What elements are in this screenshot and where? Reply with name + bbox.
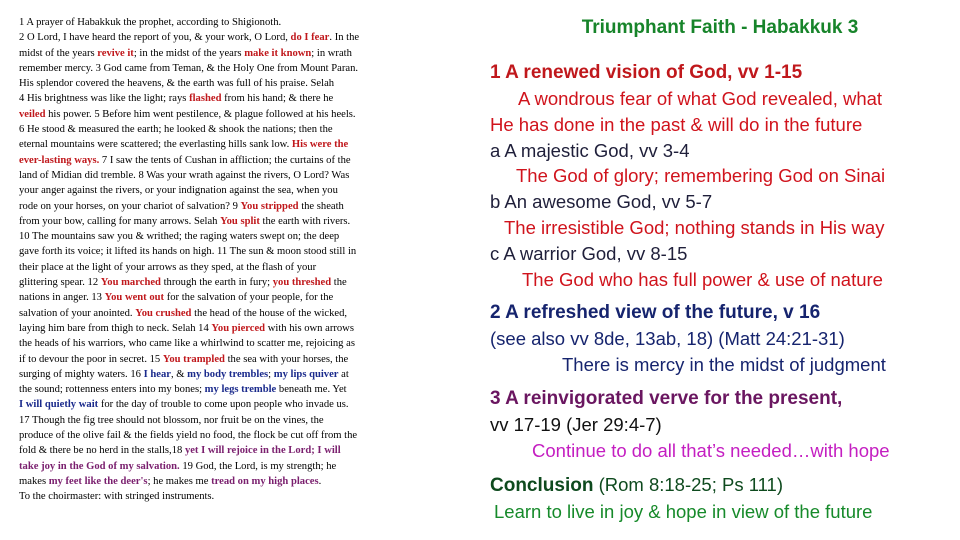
- scripture-segment: eternal mountains were scattered; the everlasting hills sank low.: [19, 139, 292, 151]
- scripture-segment: at: [338, 368, 349, 380]
- scripture-line: [19, 30, 471, 45]
- scripture-segment: if to devour the poor in secret. 15: [19, 353, 163, 365]
- scripture-segment: the: [331, 277, 347, 289]
- scripture-segment: 19 God, the Lord, is my strength; he: [179, 460, 337, 472]
- scripture-segment: the heads of his warriors, who came like a whirlwind to scatter me, rejoicing as: [19, 338, 355, 350]
- highlighted-phrase: flashed: [189, 93, 222, 105]
- scripture-line: [19, 306, 471, 321]
- scripture-segment: fold & there be no herd in the stalls,18: [19, 445, 185, 457]
- section-1-description-line-1: A wondrous fear of what God revealed, what: [518, 88, 883, 109]
- highlighted-phrase: do I fear: [290, 32, 330, 44]
- scripture-text: [19, 15, 471, 505]
- scripture-segment: rode on your horses, on your chariot of salvation? 9: [19, 200, 241, 212]
- highlighted-phrase: His were the: [291, 139, 349, 151]
- scripture-segment: ; in wrath: [311, 47, 352, 59]
- highlighted-phrase: You went out: [104, 292, 165, 304]
- section-1-description-line-2: He has done in the past & will do in the future: [490, 113, 863, 135]
- scripture-segment: ; in the midst of the years: [133, 47, 245, 59]
- section-2-description: There is mercy in the midst of judgment: [562, 354, 886, 376]
- conclusion-description: Learn to live in joy & hope in view of the future: [494, 500, 873, 522]
- scripture-segment: from his hand; & there he: [221, 93, 334, 105]
- scripture-segment: .: [318, 475, 322, 487]
- scripture-segment: the earth with rivers.: [259, 215, 351, 227]
- scripture-line: [19, 321, 471, 336]
- point-c-description: The God who has full power & use of nature: [522, 268, 883, 290]
- conclusion-heading: Conclusion: [490, 474, 594, 496]
- scripture-line: [19, 61, 471, 76]
- scripture-line: [19, 275, 471, 290]
- scripture-line: [19, 260, 471, 275]
- scripture-segment: your anger against the rivers, or your indignation against the sea, when you: [19, 185, 338, 197]
- scripture-line: [19, 15, 471, 30]
- scripture-line: [19, 76, 471, 91]
- scripture-line: [19, 413, 471, 428]
- scripture-line: [19, 183, 471, 198]
- scripture-segment: with his own arrows: [265, 322, 354, 334]
- conclusion-references: (Rom 8:18-25; Ps 111): [593, 473, 783, 495]
- scripture-segment: beneath me. Yet: [276, 384, 347, 396]
- scripture-line: [19, 137, 471, 152]
- scripture-line: [19, 199, 471, 214]
- scripture-segment: the sea with your horses, the: [224, 353, 349, 365]
- point-c-label: c A warrior God, vv 8-15: [490, 242, 688, 264]
- scripture-segment: midst of the years: [19, 47, 98, 59]
- scripture-segment: his power. 5 Before him went pestilence, & plague followed at his heels.: [45, 108, 356, 120]
- highlighted-phrase: my legs tremble: [204, 384, 277, 396]
- scripture-line: [19, 107, 471, 122]
- section-3-references: vv 17-19 (Jer 29:4-7): [490, 413, 662, 435]
- section-2-heading: 2 A refreshed view of the future, v 16: [490, 302, 821, 324]
- highlighted-phrase: yet I will rejoice in the Lord; I will: [184, 445, 341, 457]
- scripture-line: [19, 214, 471, 229]
- scripture-segment: 7 I saw the tents of Cushan in affliction; the curtains of the: [99, 154, 351, 166]
- scripture-segment: the head of the house of the wicked,: [191, 307, 348, 319]
- scripture-segment: , &: [170, 368, 188, 380]
- sermon-outline: [490, 14, 950, 524]
- highlighted-phrase: You crushed: [135, 307, 192, 319]
- scripture-line: [19, 397, 471, 412]
- section-2-references: (see also vv 8de, 13ab, 18) (Matt 24:21-31): [490, 328, 845, 350]
- highlighted-phrase: take joy in the God of my salvation.: [19, 460, 180, 472]
- point-b-label: b An awesome God, vv 5-7: [490, 191, 713, 213]
- scripture-line: [19, 474, 471, 489]
- scripture-segment: nations in anger. 13: [19, 292, 105, 304]
- scripture-line: [19, 382, 471, 397]
- highlighted-phrase: my lips quiver: [273, 368, 339, 380]
- scripture-line: [19, 244, 471, 259]
- highlighted-phrase: I will quietly wait: [19, 399, 99, 411]
- highlighted-phrase: veiled: [19, 108, 46, 120]
- scripture-line: [19, 153, 471, 168]
- scripture-segment: His splendor covered the heavens, & the earth was full of his praise. Selah: [19, 78, 335, 90]
- scripture-segment: ;: [268, 368, 274, 380]
- scripture-segment: makes: [19, 475, 49, 487]
- scripture-line: [19, 91, 471, 106]
- scripture-line: [19, 122, 471, 137]
- slide-title: Triumphant Faith - Habakkuk 3: [581, 17, 859, 38]
- scripture-line: [19, 46, 471, 61]
- scripture-line: [19, 290, 471, 305]
- section-3-heading: 3 A reinvigorated verve for the present,: [490, 387, 843, 409]
- highlighted-phrase: You split: [220, 215, 260, 227]
- highlighted-phrase: ever-lasting ways.: [19, 154, 100, 166]
- conclusion-line: [490, 472, 950, 499]
- scripture-segment: for the day of trouble to come upon people who invade us.: [98, 399, 349, 411]
- highlighted-phrase: You stripped: [240, 200, 299, 212]
- scripture-line: [19, 459, 471, 474]
- scripture-segment: the sound; rottenness enters into my bones;: [19, 384, 205, 396]
- highlighted-phrase: revive it: [97, 47, 134, 59]
- scripture-segment: salvation of your anointed.: [19, 307, 136, 319]
- highlighted-phrase: You marched: [100, 277, 161, 289]
- scripture-segment: glittering spear. 12: [19, 277, 101, 289]
- highlighted-phrase: I hear: [143, 368, 171, 380]
- scripture-line: [19, 443, 471, 458]
- section-1-heading: 1 A renewed vision of God, vv 1-15: [490, 62, 803, 83]
- scripture-line: [19, 428, 471, 443]
- scripture-segment: remember mercy. 3 God came from Teman, & the Holy One from Mount Paran.: [19, 62, 359, 74]
- point-a-label: a A majestic God, vv 3-4: [490, 139, 690, 161]
- scripture-line: [19, 367, 471, 382]
- scripture-segment: 10 The mountains saw you & writhed; the raging waters swept on; the deep: [19, 231, 340, 243]
- scripture-line: [19, 336, 471, 351]
- highlighted-phrase: my body trembles: [187, 368, 269, 380]
- scripture-segment: 2 O Lord, I have heard the report of you, & your work, O Lord,: [19, 32, 291, 44]
- highlighted-phrase: tread on my high places: [211, 475, 319, 487]
- scripture-line: [19, 489, 471, 504]
- scripture-segment: through the earth in fury;: [160, 277, 273, 289]
- highlighted-phrase: You trampled: [162, 353, 225, 365]
- scripture-segment: gave forth its voice; it lifted its hands on high. 11 The sun & moon stood still in: [19, 246, 357, 258]
- scripture-segment: laying him bare from thigh to neck. Selah 14: [19, 322, 212, 334]
- scripture-line: [19, 229, 471, 244]
- scripture-segment: 1 A prayer of Habakkuk the prophet, according to Shigionoth.: [19, 17, 282, 28]
- scripture-segment: for the salvation of your people, for the: [164, 292, 334, 304]
- scripture-segment: 4 His brightness was like the light; rays: [19, 93, 190, 105]
- point-a-description: The God of glory; remembering God on Sinai: [516, 165, 886, 187]
- highlighted-phrase: You pierced: [211, 322, 266, 334]
- scripture-segment: their place at the light of your arrows as they sped, at the flash of your: [19, 261, 317, 273]
- scripture-segment: land of Midian did tremble. 8 Was your wrath against the rivers, O Lord? Was: [19, 169, 350, 181]
- scripture-segment: ; he makes me: [147, 475, 212, 487]
- scripture-line: [19, 168, 471, 183]
- scripture-segment: surging of mighty waters. 16: [19, 368, 144, 380]
- scripture-segment: the sheath: [298, 200, 344, 212]
- highlighted-phrase: you threshed: [272, 277, 332, 289]
- highlighted-phrase: make it known: [244, 47, 312, 59]
- section-3-description: Continue to do all that’s needed…with hope: [532, 439, 890, 461]
- scripture-line: [19, 352, 471, 367]
- scripture-segment: from your bow, calling for many arrows. Selah: [19, 215, 221, 227]
- highlighted-phrase: my feet like the deer's: [48, 475, 148, 487]
- point-b-description: The irresistible God; nothing stands in His way: [504, 216, 885, 238]
- scripture-segment: . In the: [329, 32, 360, 44]
- scripture-segment: To the choirmaster: with stringed instruments.: [19, 491, 215, 503]
- scripture-segment: produce of the olive fail & the fields yield no food, the flock be cut off from the: [19, 430, 358, 442]
- scripture-segment: 17 Though the fig tree should not blossom, nor fruit be on the vines, the: [19, 414, 324, 426]
- scripture-segment: 6 He stood & measured the earth; he looked & shook the nations; then the: [19, 124, 333, 136]
